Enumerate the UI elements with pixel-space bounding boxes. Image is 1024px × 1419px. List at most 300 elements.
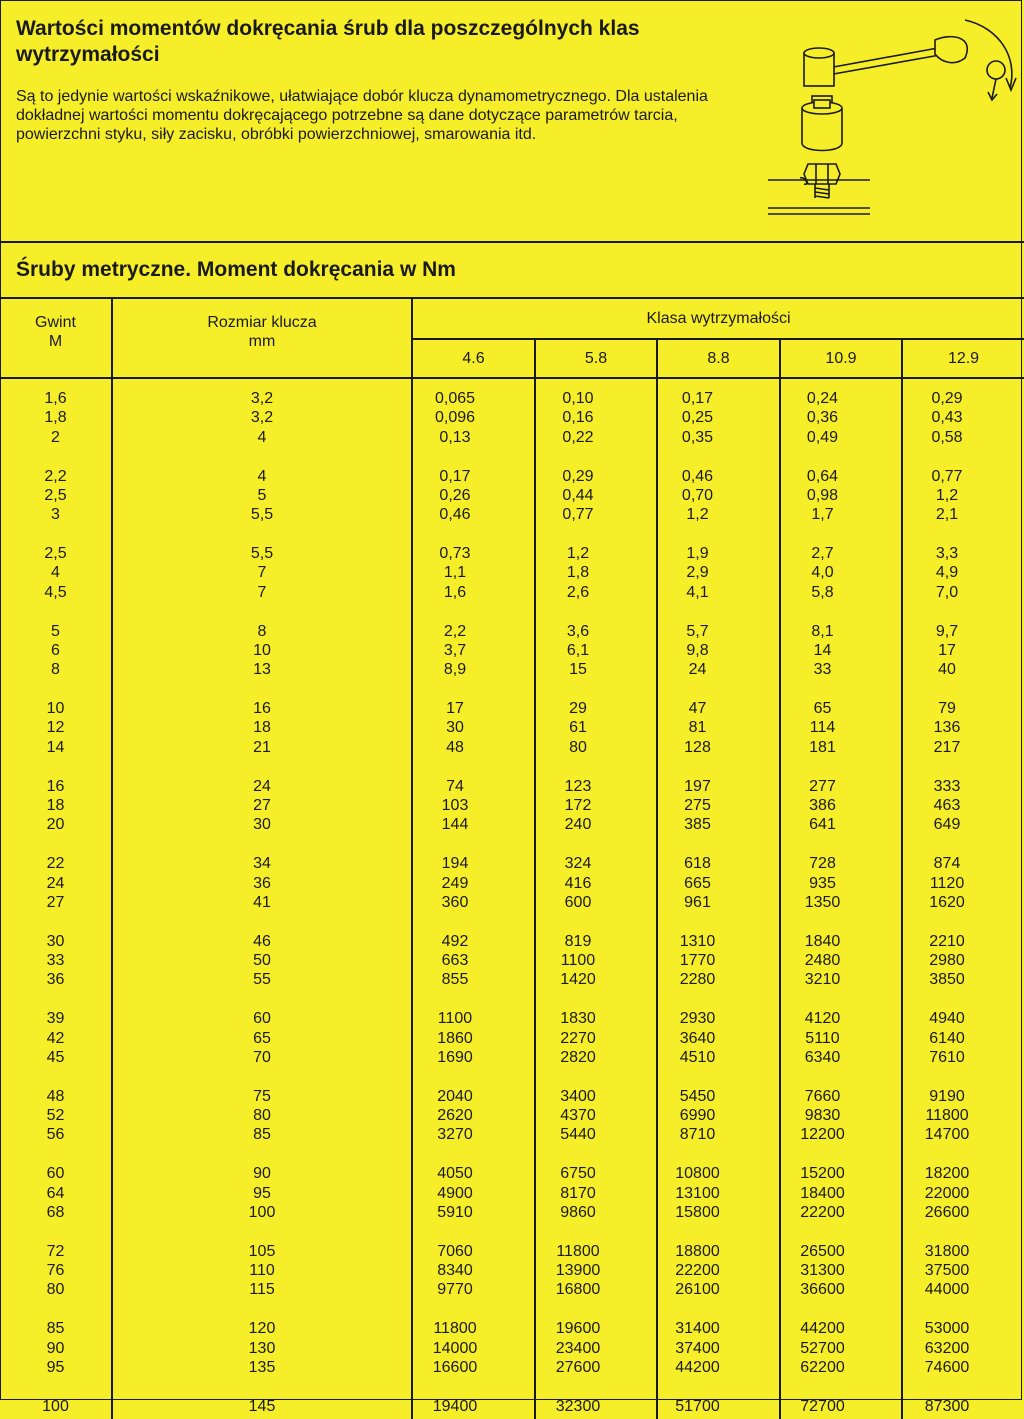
class-12-9-value: 0,29	[931, 390, 963, 407]
row-group	[0, 1397, 111, 1416]
class-10-9-value: 2480	[804, 952, 841, 970]
class-5-8-value: 2820	[560, 1048, 596, 1066]
class-header-10-9: 10.9	[780, 339, 902, 378]
class-12-9-value: 874	[933, 855, 961, 873]
row-group	[781, 854, 864, 912]
class-5-8-value: 2,6	[566, 583, 590, 601]
class-10-9-value: 4120	[804, 1010, 841, 1028]
class-8-8-value: 37400	[675, 1339, 720, 1357]
class-5-8-value: 23400	[555, 1339, 601, 1357]
class-10-9-value: 6340	[804, 1048, 841, 1066]
class-8-8-value: 13100	[675, 1184, 720, 1202]
thread-value: 18	[46, 796, 65, 814]
row-group	[658, 932, 737, 990]
class-10-9-value: 3210	[804, 971, 841, 989]
class-4-6-value: 7060	[437, 1242, 473, 1260]
class-5-8-value: 1,8	[566, 564, 590, 582]
class-4-6-value: 492	[441, 932, 469, 950]
row-group	[536, 1164, 620, 1222]
class-5-8-value: 0,44	[562, 486, 594, 504]
class-10-9-value: 22200	[800, 1203, 845, 1221]
class-12-9-value: 2,1	[935, 506, 959, 524]
key-size-value: 7	[257, 564, 267, 582]
class-8-8-value: 1770	[679, 952, 716, 970]
class-5-8-value: 0,22	[562, 428, 594, 446]
class-5-8-value: 123	[564, 777, 592, 795]
thread-column	[0, 378, 112, 1419]
class-8-8-value: 618	[684, 855, 711, 873]
class-8-8-value: 22200	[675, 1262, 720, 1280]
column-header-thread	[0, 299, 112, 378]
class-group-header: Klasa wytrzymałości	[412, 299, 1024, 339]
class-10-9-value: 114	[809, 719, 836, 737]
class-5-8-value: 240	[564, 816, 592, 834]
class-8-8-value: 0,17	[681, 390, 714, 407]
row-group	[658, 1319, 737, 1377]
thread-unit: M	[48, 333, 63, 350]
row-group	[658, 467, 737, 525]
row-group	[536, 1009, 620, 1067]
key-size-value: 80	[253, 1107, 271, 1125]
class-5-8-value: 6,1	[566, 641, 590, 659]
class-10-9-value: 2,7	[811, 545, 834, 563]
class-10-9-column	[780, 378, 902, 1419]
class-8-8-value: 6990	[679, 1107, 716, 1125]
class-5-8-value: 11800	[556, 1242, 600, 1260]
class-5-8-value: 0,10	[562, 390, 594, 407]
thread-value: 10	[46, 700, 65, 718]
class-4-6-value: 48	[446, 738, 464, 756]
class-4-6-value: 0,73	[439, 545, 471, 563]
key-size-value: 5,5	[250, 506, 274, 524]
class-4-6-value: 103	[441, 796, 469, 814]
class-8-8-value: 31400	[675, 1320, 720, 1338]
thread-value: 80	[46, 1281, 65, 1299]
class-4-6-value: 855	[441, 971, 469, 989]
section-title: Śruby metryczne. Moment dokręcania w Nm	[16, 258, 456, 281]
class-4-6-value: 0,13	[439, 428, 471, 446]
class-8-8-value: 4,1	[686, 583, 709, 601]
class-8-8-value: 275	[684, 796, 711, 814]
class-8-8-value: 2280	[679, 971, 716, 989]
class-4-6-value: 2,2	[443, 622, 467, 640]
thread-value: 56	[46, 1126, 65, 1144]
class-5-8-value: 1,2	[566, 545, 590, 563]
class-8-8-value: 0,70	[681, 486, 714, 504]
row-group	[658, 544, 737, 602]
class-12-9-value: 17	[938, 641, 956, 659]
row-group	[113, 1397, 411, 1416]
row-group	[658, 777, 737, 835]
row-group	[113, 932, 411, 990]
row-group	[536, 1319, 620, 1377]
class-8-8-value: 197	[684, 777, 711, 795]
row-group	[658, 622, 737, 680]
row-group	[903, 1242, 991, 1300]
class-10-9-value: 33	[813, 661, 832, 679]
row-group	[781, 1319, 864, 1377]
class-8-8-value: 1,2	[686, 506, 709, 524]
class-12-9-value: 0,77	[931, 467, 963, 485]
class-8-8-value: 2,9	[686, 564, 709, 582]
class-8-8-value: 4510	[679, 1048, 716, 1066]
row-group	[413, 1319, 497, 1377]
class-12-9-value: 14700	[924, 1126, 970, 1144]
key-size-value: 90	[253, 1165, 271, 1183]
thread-value: 3	[51, 506, 60, 524]
thread-value: 5	[51, 622, 60, 640]
class-12-9-value: 18200	[924, 1165, 970, 1183]
key-size-value: 70	[253, 1048, 271, 1066]
key-size-value: 115	[249, 1281, 275, 1299]
row-group	[658, 699, 737, 757]
thread-value: 20	[46, 816, 65, 834]
row-group	[658, 1009, 737, 1067]
class-10-9-value: 728	[809, 855, 836, 873]
class-header-4-6: 4.6	[412, 339, 535, 378]
row-group	[0, 1087, 111, 1145]
class-12-9-value: 26600	[924, 1203, 970, 1221]
row-group	[413, 1164, 497, 1222]
key-size-value: 110	[249, 1262, 275, 1280]
key-size-value: 34	[253, 855, 271, 873]
class-8-8-value: 5,7	[686, 622, 709, 640]
key-size-value: 135	[248, 1359, 276, 1376]
row-group	[0, 777, 111, 835]
row-group	[658, 1242, 737, 1300]
class-12-9-value: 44000	[924, 1281, 970, 1299]
row-group	[781, 932, 864, 990]
row-group	[413, 1397, 497, 1416]
class-5-8-value: 16800	[555, 1281, 601, 1299]
row-group	[0, 1319, 111, 1377]
class-12-9-value: 7,0	[935, 583, 959, 601]
key-size-value: 24	[253, 777, 271, 795]
class-12-9-value: 40	[938, 661, 956, 679]
class-8-8-value: 18800	[675, 1242, 720, 1260]
class-4-6-value: 8340	[437, 1262, 473, 1280]
class-8-8-value: 8710	[679, 1126, 716, 1144]
row-group	[781, 1242, 864, 1300]
thread-value: 27	[46, 893, 65, 911]
class-8-8-value: 51700	[675, 1397, 720, 1415]
row-group	[0, 622, 111, 680]
row-group	[113, 544, 411, 602]
class-10-9-value: 935	[809, 874, 836, 892]
class-12-9-value: 1620	[929, 893, 965, 911]
key-size-value: 3,2	[250, 390, 274, 407]
thread-value: 30	[46, 932, 65, 950]
thread-value: 12	[46, 719, 65, 737]
row-group	[903, 1087, 991, 1145]
class-5-8-value: 6750	[560, 1165, 596, 1183]
class-8-8-value: 128	[684, 738, 711, 756]
key-size-value: 120	[248, 1320, 276, 1338]
class-8-8-value: 47	[688, 700, 707, 718]
row-group	[536, 932, 620, 990]
class-12-9-value: 136	[933, 719, 961, 737]
class-4-6-value: 249	[441, 874, 469, 892]
row-group	[781, 777, 864, 835]
class-8-8-value: 1310	[679, 932, 716, 950]
row-group	[413, 1242, 497, 1300]
class-8-8-value: 10800	[675, 1165, 720, 1183]
key-size-value: 4	[257, 467, 267, 485]
class-12-9-value: 0,58	[931, 428, 963, 446]
class-4-6-value: 360	[441, 893, 469, 911]
class-4-6-value: 19400	[432, 1397, 478, 1415]
class-10-9-value: 1840	[804, 932, 841, 950]
class-12-9-value: 4940	[929, 1010, 965, 1028]
row-group	[781, 622, 864, 680]
torque-table	[0, 299, 1024, 1419]
class-4-6-value: 30	[446, 719, 464, 737]
thread-value: 1,6	[44, 390, 67, 407]
thread-value: 1,8	[44, 409, 67, 427]
key-size-value: 3,2	[250, 409, 274, 427]
class-5-8-value: 1100	[560, 952, 596, 970]
key-size-value: 46	[253, 932, 271, 950]
class-header-12-9: 12.9	[902, 339, 1024, 378]
key-size-value: 10	[253, 641, 271, 659]
thread-value: 2,5	[44, 545, 67, 563]
row-group	[903, 1009, 991, 1067]
thread-value: 2,2	[44, 467, 67, 485]
key-size-value: 50	[253, 952, 271, 970]
class-8-8-value: 15800	[675, 1203, 720, 1221]
class-12-9-value: 87300	[924, 1397, 970, 1415]
thread-value: 52	[46, 1107, 65, 1125]
class-8-8-value: 3640	[679, 1029, 716, 1047]
class-12-9-value: 333	[933, 777, 961, 795]
class-12-9-value: 649	[933, 816, 961, 834]
class-4-6-value: 4050	[437, 1165, 473, 1183]
class-10-9-value: 8,1	[811, 622, 834, 640]
class-5-8-value: 9860	[560, 1203, 596, 1221]
row-group	[536, 1087, 620, 1145]
class-4-6-value: 1100	[437, 1010, 473, 1028]
class-4-6-value: 1690	[437, 1048, 473, 1066]
class-12-9-value: 2980	[929, 952, 965, 970]
row-group	[536, 467, 620, 525]
page-title: Wartości momentów dokręcania śrub dla poszczególnych klas wytrzymałości	[16, 17, 640, 66]
row-group	[0, 854, 111, 912]
row-group	[113, 622, 411, 680]
row-group	[781, 389, 864, 447]
class-12-9-value: 4,9	[935, 564, 959, 582]
class-4-6-value: 144	[441, 816, 469, 834]
key-size-value: 27	[253, 796, 271, 814]
row-group	[781, 467, 864, 525]
class-10-9-value: 26500	[800, 1242, 845, 1260]
row-group	[536, 1397, 620, 1416]
thread-value: 22	[46, 855, 65, 873]
thread-value: 85	[46, 1320, 65, 1338]
row-group	[413, 544, 497, 602]
class-12-9-value: 63200	[924, 1339, 970, 1357]
key-size-value: 5	[257, 486, 267, 504]
class-5-8-value: 324	[564, 855, 592, 873]
key-size-value: 5,5	[250, 545, 274, 563]
row-group	[0, 467, 111, 525]
class-10-9-value: 18400	[800, 1184, 845, 1202]
class-header-5-8: 5.8	[535, 339, 657, 378]
row-group	[413, 1009, 497, 1067]
row-group	[903, 389, 991, 447]
thread-value: 42	[46, 1029, 65, 1047]
intro-paragraph: Są to jedynie wartości wskaźnikowe, ułatwiające dobór klucza dynamometrycznego. Dla ustalenia dokładnej wartości momentu dokręcającego potrzebne są dane dotyczące parametrów tarcia, powierzchni styku, siły zacisku, obróbki powierzchniowej, smarowania itd.	[16, 88, 708, 143]
row-group	[536, 1242, 620, 1300]
class-5-8-value: 4370	[560, 1107, 596, 1125]
class-10-9-value: 31300	[800, 1262, 845, 1280]
key-size-value: 30	[253, 816, 271, 834]
class-4-6-value: 0,096	[434, 409, 476, 427]
row-group	[781, 1009, 864, 1067]
key-size-value: 18	[253, 719, 271, 737]
torque-wrench-illustration	[760, 8, 1020, 233]
key-size-value: 55	[253, 971, 271, 989]
class-8-8-value: 385	[684, 816, 711, 834]
thread-value: 6	[51, 641, 60, 659]
row-group	[658, 854, 737, 912]
row-group	[781, 544, 864, 602]
class-8-8-value: 665	[684, 874, 711, 892]
class-5-8-value: 15	[569, 661, 587, 679]
class-4-6-value: 1860	[437, 1029, 473, 1047]
class-10-9-value: 9830	[804, 1107, 841, 1125]
key-size-value: 95	[253, 1184, 271, 1202]
row-group	[0, 699, 111, 757]
class-10-9-value: 62200	[800, 1359, 845, 1376]
class-8-8-value: 0,46	[681, 467, 714, 485]
class-5-8-value: 5440	[560, 1126, 596, 1144]
class-4-6-value: 2040	[437, 1087, 473, 1105]
class-12-9-value: 53000	[924, 1320, 970, 1338]
class-4-6-value: 1,1	[443, 564, 467, 582]
class-10-9-value: 386	[809, 796, 836, 814]
row-group	[903, 467, 991, 525]
class-5-8-value: 61	[569, 719, 587, 737]
class-4-6-value: 0,065	[434, 390, 476, 407]
row-group	[113, 1164, 411, 1222]
thread-value: 16	[46, 777, 65, 795]
class-4-6-value: 9770	[437, 1281, 473, 1299]
class-8-8-value: 0,35	[681, 428, 714, 446]
class-8-8-column	[657, 378, 780, 1419]
class-12-9-value: 2210	[929, 932, 965, 950]
row-group	[113, 854, 411, 912]
class-5-8-column	[535, 378, 657, 1419]
class-8-8-value: 44200	[675, 1359, 720, 1376]
row-group	[0, 1164, 111, 1222]
thread-value: 2,5	[44, 486, 67, 504]
class-10-9-value: 0,49	[806, 428, 839, 446]
row-group	[113, 1009, 411, 1067]
class-4-6-value: 4900	[437, 1184, 473, 1202]
class-10-9-value: 72700	[800, 1397, 845, 1415]
class-5-8-value: 27600	[555, 1359, 601, 1376]
class-12-9-value: 1,2	[935, 486, 959, 504]
row-group	[413, 854, 497, 912]
class-4-6-column	[412, 378, 535, 1419]
class-5-8-value: 600	[564, 893, 592, 911]
class-12-9-value: 9190	[929, 1087, 965, 1105]
class-5-8-value: 13900	[555, 1262, 601, 1280]
class-5-8-value: 819	[564, 932, 592, 950]
table-body-row	[0, 378, 1024, 1419]
row-group	[903, 1164, 991, 1222]
row-group	[536, 777, 620, 835]
class-4-6-value: 74	[446, 777, 464, 795]
row-group	[536, 544, 620, 602]
row-group	[903, 1319, 991, 1377]
thread-value: 76	[46, 1262, 65, 1280]
class-10-9-value: 7660	[804, 1087, 841, 1105]
class-8-8-value: 2930	[679, 1010, 716, 1028]
class-4-6-value: 0,46	[439, 506, 471, 524]
class-10-9-value: 181	[809, 738, 836, 756]
class-4-6-value: 8,9	[443, 661, 467, 679]
class-5-8-value: 80	[569, 738, 587, 756]
key-size-value: 36	[253, 874, 271, 892]
class-4-6-value: 14000	[432, 1339, 478, 1357]
row-group	[413, 1087, 497, 1145]
class-10-9-value: 65	[813, 700, 832, 718]
row-group	[0, 932, 111, 990]
thread-value: 48	[46, 1087, 65, 1105]
class-5-8-value: 1420	[560, 971, 596, 989]
key-size-value: 16	[253, 700, 271, 718]
row-group	[0, 1242, 111, 1300]
row-group	[0, 389, 111, 447]
thread-value: 60	[46, 1165, 65, 1183]
class-8-8-value: 81	[688, 719, 707, 737]
thread-value: 4	[51, 564, 60, 582]
class-4-6-value: 194	[441, 855, 469, 873]
class-10-9-value: 15200	[800, 1165, 845, 1183]
thread-value: 36	[46, 971, 65, 989]
class-12-9-value: 1120	[929, 874, 965, 892]
class-10-9-value: 641	[809, 816, 836, 834]
class-10-9-value: 0,98	[806, 486, 839, 504]
row-group	[903, 932, 991, 990]
thread-value: 45	[46, 1048, 65, 1066]
key-size-value: 13	[253, 661, 271, 679]
class-4-6-value: 2620	[437, 1107, 473, 1125]
class-12-9-value: 11800	[925, 1107, 969, 1125]
class-10-9-value: 1,7	[811, 506, 834, 524]
row-group	[413, 622, 497, 680]
thread-value: 39	[46, 1010, 65, 1028]
class-10-9-value: 36600	[800, 1281, 845, 1299]
row-group	[0, 1009, 111, 1067]
row-group	[903, 854, 991, 912]
class-4-6-value: 11800	[433, 1320, 477, 1338]
class-12-9-value: 79	[938, 700, 956, 718]
class-8-8-value: 26100	[675, 1281, 720, 1299]
class-10-9-value: 0,36	[806, 409, 839, 427]
row-group	[903, 777, 991, 835]
key-size-value: 21	[253, 738, 271, 756]
row-group	[658, 1397, 737, 1416]
class-5-8-value: 416	[564, 874, 592, 892]
key-size-value: 4	[257, 428, 267, 446]
class-4-6-value: 663	[441, 952, 469, 970]
class-4-6-value: 5910	[437, 1203, 473, 1221]
key-size-value: 65	[253, 1029, 271, 1047]
key-size-value: 105	[248, 1242, 276, 1260]
thread-label: Gwint	[35, 314, 76, 331]
